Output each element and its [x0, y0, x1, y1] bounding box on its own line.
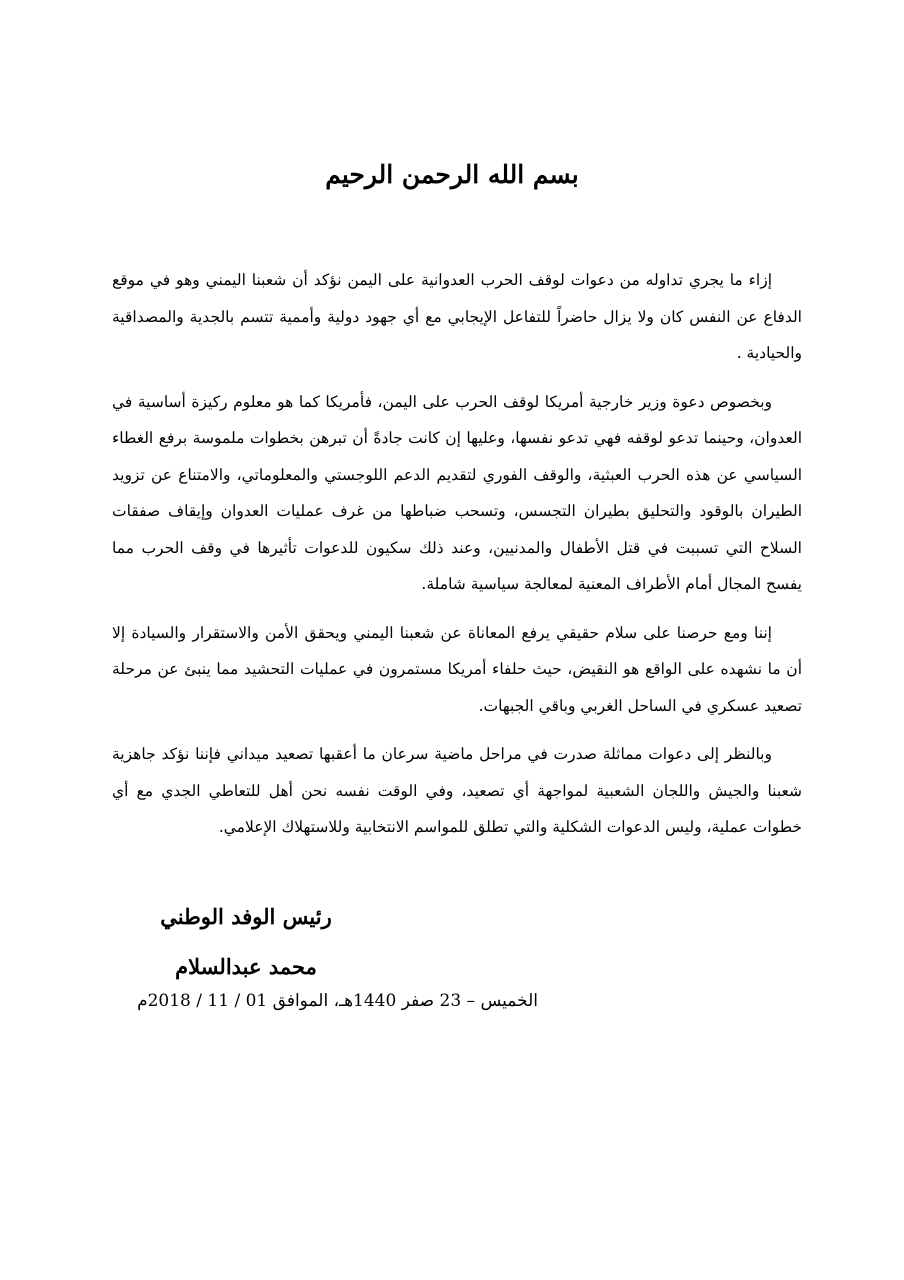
statement-body — [112, 262, 802, 858]
paragraph-4: وبالنظر إلى دعوات مماثلة صدرت في مراحل ماضية سرعان ما أعقبها تصعيد ميداني فإننا نؤكد جاهزية شعبنا والجيش واللجان الشعبية لمواجهة أي تصعيد، وفي الوقت نفسه نحن أهل للتعاطي الجدي مع أي خطوات عملية، وليس الدعوات الشكلية والتي تطلق للمواسم الانتخابية وللاستهلاك الإعلامي. — [112, 745, 802, 836]
signature-block — [96, 892, 396, 992]
signature-name: محمد عبدالسلام — [175, 954, 317, 979]
basmala-heading: بسم الله الرحمن الرحيم — [325, 160, 579, 189]
paragraph-2: وبخصوص دعوة وزير خارجية أمريكا لوقف الحرب على اليمن، فأمريكا كما هو معلوم ركيزة أساسية في العدوان، وحينما تدعو لوقفه فهي تدعو نفسها، وعليها إن كانت جادةً أن تبرهن بخطوات ملموسة برفع الغطاء السياسي عن هذه الحرب العبثية، والوقف الفوري لتقديم الدعم اللوجستي والمعلوماتي، والامتناع عن تزويد الطيران بالوقود والتحليق بطيران التجسس، وتسحب ضباطها من غرف عمليات العدوان وإيقاف صفقات السلاح التي تسببت في قتل الأطفال والمدنيين، وعند ذلك سكيون للدعوات تأثيرها في وقف الحرب مما يفسح المجال أمام الأطراف المعنية لمعالجة سياسية شاملة. — [112, 392, 802, 593]
date-line: الخميس – 23 صفر 1440هـ، الموافق 01 / 11 / 2018م — [137, 991, 538, 1011]
paragraph-3: إننا ومع حرصنا على سلام حقيقي يرفع المعاناة عن شعبنا اليمني ويحقق الأمن والاستقرار والسيادة إلا أن ما نشهده على الواقع هو النقيض، حيث حلفاء أمريكا مستمرون في عمليات التحشيد مما ينبئ عن مرحلة تصعيد عسكري في الساحل الغربي وباقي الجبهات. — [112, 623, 802, 715]
signature-title: رئيس الوفد الوطني — [160, 904, 332, 929]
paragraph-1: إزاء ما يجري تداوله من دعوات لوقف الحرب العدوانية على اليمن نؤكد أن شعبنا اليمني وهو في موقع الدفاع عن النفس كان ولا يزال حاضراً للتفاعل الإيجابي مع أي جهود دولية وأممية تتسم بالجدية والمصداقية والحيادية . — [112, 271, 802, 362]
